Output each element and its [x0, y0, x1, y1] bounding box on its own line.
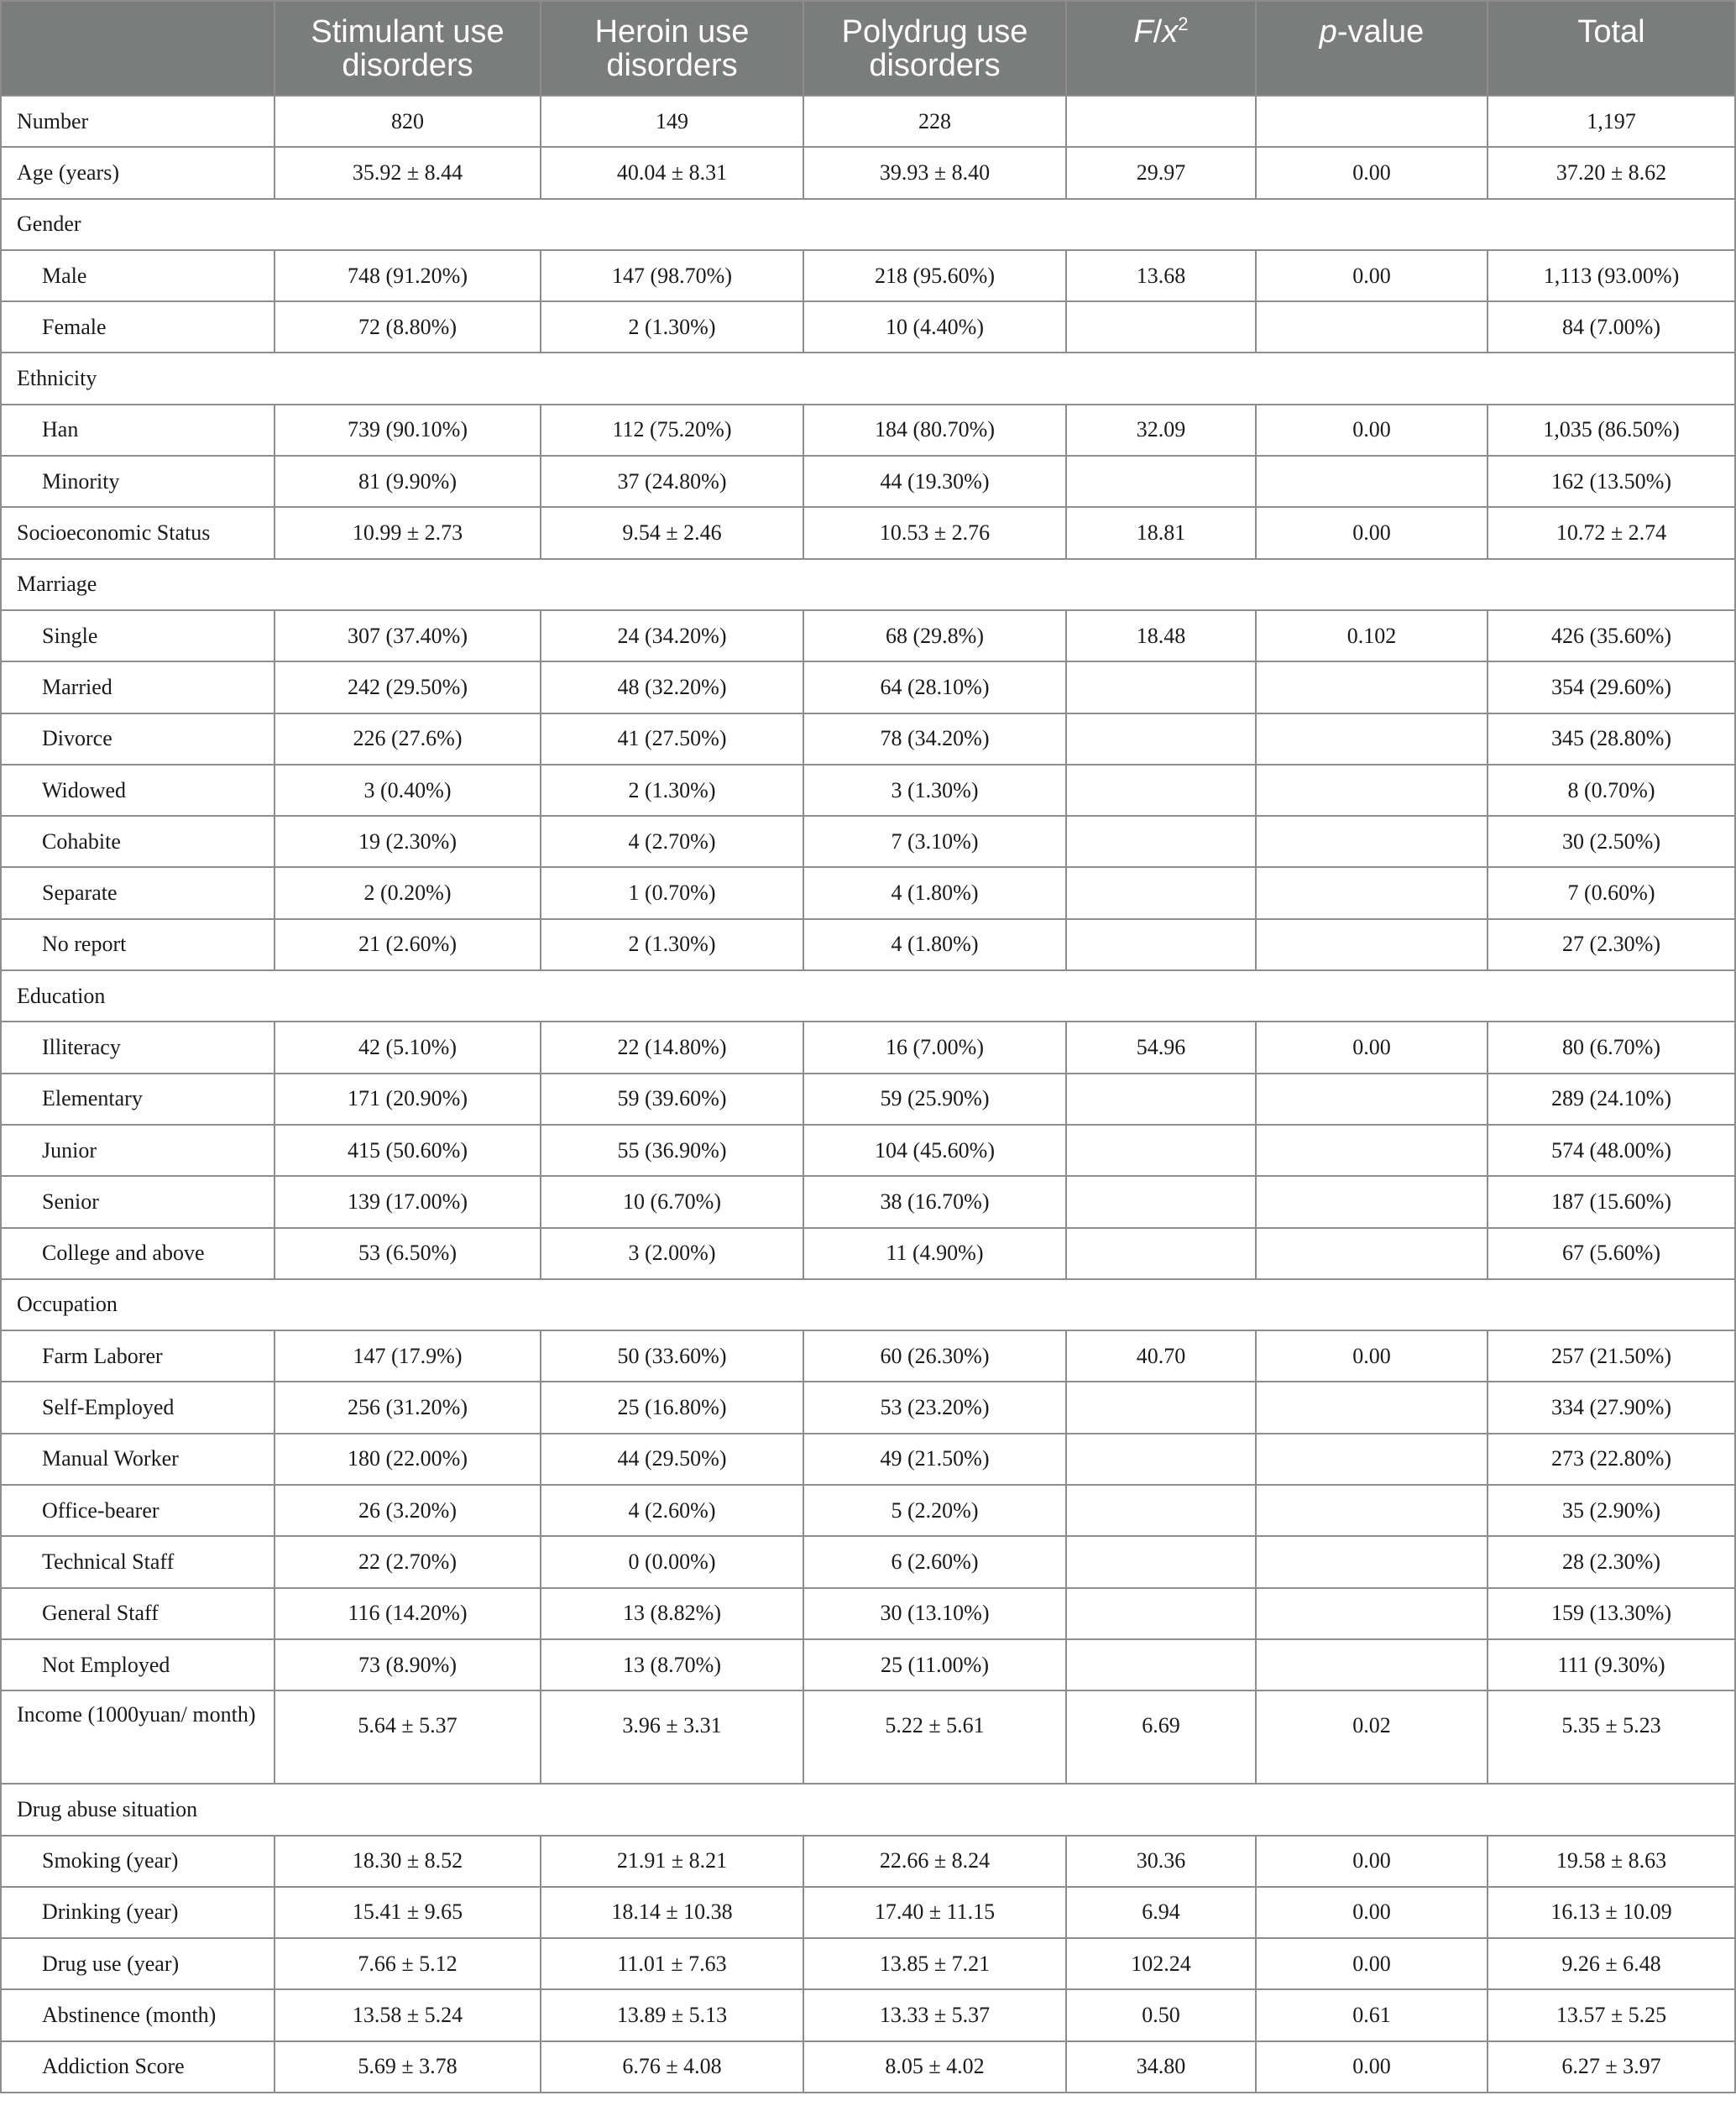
cell-stimulant: 73 (8.90%)	[275, 1639, 541, 1690]
cell-stimulant: 820	[275, 96, 541, 147]
cell-stimulant: 26 (3.20%)	[275, 1485, 541, 1536]
row-label: Technical Staff	[1, 1536, 275, 1587]
cell-polydrug: 39.93 ± 8.40	[803, 147, 1066, 198]
cell-polydrug: 17.40 ± 11.15	[803, 1887, 1066, 1938]
cell-f-statistic	[1066, 1228, 1256, 1279]
section-row	[1, 353, 1735, 404]
cell-f-statistic	[1066, 1434, 1256, 1485]
cell-p-value	[1256, 661, 1488, 713]
cell-heroin: 2 (1.30%)	[541, 919, 803, 970]
cell-f-statistic: 29.97	[1066, 147, 1256, 198]
cell-p-value: 0.00	[1256, 147, 1488, 198]
cell-f-statistic	[1066, 661, 1256, 713]
table-row	[1, 1639, 1735, 1690]
cell-polydrug: 49 (21.50%)	[803, 1434, 1066, 1485]
cell-total: 5.35 ± 5.23	[1488, 1690, 1735, 1784]
cell-polydrug: 10 (4.40%)	[803, 301, 1066, 353]
cell-stimulant: 739 (90.10%)	[275, 405, 541, 456]
cell-f-statistic	[1066, 1639, 1256, 1690]
cell-total: 354 (29.60%)	[1488, 661, 1735, 713]
cell-stimulant: 53 (6.50%)	[275, 1228, 541, 1279]
cell-f-statistic: 40.70	[1066, 1330, 1256, 1382]
cell-polydrug: 7 (3.10%)	[803, 816, 1066, 867]
row-label: Income (1000yuan/ month)	[1, 1690, 275, 1784]
cell-total: 1,113 (93.00%)	[1488, 250, 1735, 301]
cell-f-statistic	[1066, 1125, 1256, 1176]
cell-f-statistic	[1066, 1588, 1256, 1639]
cell-f-statistic	[1066, 867, 1256, 918]
cell-p-value: 0.00	[1256, 1330, 1488, 1382]
cell-f-statistic: 30.36	[1066, 1836, 1256, 1887]
cell-heroin: 149	[541, 96, 803, 147]
cell-p-value	[1256, 1434, 1488, 1485]
cell-heroin: 11.01 ± 7.63	[541, 1938, 803, 1989]
cell-heroin: 18.14 ± 10.38	[541, 1887, 803, 1938]
header-row	[1, 1, 1735, 96]
cell-heroin: 6.76 ± 4.08	[541, 2041, 803, 2093]
row-label: Han	[1, 405, 275, 456]
row-label: Socioeconomic Status	[1, 507, 275, 558]
table-row	[1, 250, 1735, 301]
cell-p-value: 0.00	[1256, 2041, 1488, 2093]
cell-total: 7 (0.60%)	[1488, 867, 1735, 918]
table-row	[1, 919, 1735, 970]
cell-polydrug: 53 (23.20%)	[803, 1382, 1066, 1433]
cell-heroin: 13 (8.70%)	[541, 1639, 803, 1690]
cell-stimulant: 5.64 ± 5.37	[275, 1690, 541, 1784]
cell-heroin: 9.54 ± 2.46	[541, 507, 803, 558]
header-stimulant: Stimulant use disorders	[275, 1, 541, 96]
cell-total: 30 (2.50%)	[1488, 816, 1735, 867]
cell-p-value	[1256, 1228, 1488, 1279]
row-label: Male	[1, 250, 275, 301]
cell-polydrug: 78 (34.20%)	[803, 713, 1066, 765]
cell-total: 8 (0.70%)	[1488, 765, 1735, 816]
row-label: Married	[1, 661, 275, 713]
table-row	[1, 1022, 1735, 1073]
cell-total: 345 (28.80%)	[1488, 713, 1735, 765]
cell-f-statistic: 102.24	[1066, 1938, 1256, 1989]
cell-stimulant: 72 (8.80%)	[275, 301, 541, 353]
cell-total: 28 (2.30%)	[1488, 1536, 1735, 1587]
cell-total: 37.20 ± 8.62	[1488, 147, 1735, 198]
cell-heroin: 3.96 ± 3.31	[541, 1690, 803, 1784]
cell-polydrug: 64 (28.10%)	[803, 661, 1066, 713]
cell-polydrug: 228	[803, 96, 1066, 147]
row-label: Number	[1, 96, 275, 147]
cell-heroin: 21.91 ± 8.21	[541, 1836, 803, 1887]
cell-p-value: 0.00	[1256, 1938, 1488, 1989]
cell-total: 111 (9.30%)	[1488, 1639, 1735, 1690]
cell-stimulant: 415 (50.60%)	[275, 1125, 541, 1176]
cell-polydrug: 38 (16.70%)	[803, 1176, 1066, 1227]
cell-f-statistic: 0.50	[1066, 1989, 1256, 2040]
cell-heroin: 112 (75.20%)	[541, 405, 803, 456]
cell-total: 257 (21.50%)	[1488, 1330, 1735, 1382]
cell-polydrug: 10.53 ± 2.76	[803, 507, 1066, 558]
cell-total: 80 (6.70%)	[1488, 1022, 1735, 1073]
cell-heroin: 24 (34.20%)	[541, 610, 803, 661]
cell-total: 67 (5.60%)	[1488, 1228, 1735, 1279]
header-f-statistic: $F/x^2$	[1066, 1, 1256, 96]
section-label: Marriage	[1, 559, 1735, 610]
cell-f-statistic	[1066, 1074, 1256, 1125]
table-row	[1, 1938, 1735, 1989]
cell-p-value: 0.02	[1256, 1690, 1488, 1784]
cell-heroin: 13 (8.82%)	[541, 1588, 803, 1639]
cell-heroin: 40.04 ± 8.31	[541, 147, 803, 198]
cell-total: 162 (13.50%)	[1488, 456, 1735, 507]
cell-heroin: 55 (36.90%)	[541, 1125, 803, 1176]
cell-heroin: 4 (2.70%)	[541, 816, 803, 867]
cell-polydrug: 13.33 ± 5.37	[803, 1989, 1066, 2040]
cell-total: 9.26 ± 6.48	[1488, 1938, 1735, 1989]
cell-heroin: 1 (0.70%)	[541, 867, 803, 918]
cell-p-value	[1256, 1536, 1488, 1587]
cell-total: 159 (13.30%)	[1488, 1588, 1735, 1639]
cell-f-statistic: 18.81	[1066, 507, 1256, 558]
table-row	[1, 765, 1735, 816]
cell-heroin: 2 (1.30%)	[541, 301, 803, 353]
table-row	[1, 507, 1735, 558]
cell-heroin: 4 (2.60%)	[541, 1485, 803, 1536]
cell-stimulant: 2 (0.20%)	[275, 867, 541, 918]
cell-polydrug: 68 (29.8%)	[803, 610, 1066, 661]
cell-total: 1,035 (86.50%)	[1488, 405, 1735, 456]
cell-polydrug: 8.05 ± 4.02	[803, 2041, 1066, 2093]
table-row	[1, 1125, 1735, 1176]
table-row	[1, 1176, 1735, 1227]
cell-stimulant: 7.66 ± 5.12	[275, 1938, 541, 1989]
header-blank	[1, 1, 275, 96]
cell-p-value: 0.61	[1256, 1989, 1488, 2040]
cell-p-value	[1256, 301, 1488, 353]
table-row	[1, 1690, 1735, 1784]
cell-f-statistic: 32.09	[1066, 405, 1256, 456]
row-label: Separate	[1, 867, 275, 918]
row-label: No report	[1, 919, 275, 970]
cell-stimulant: 21 (2.60%)	[275, 919, 541, 970]
cell-p-value: 0.00	[1256, 1022, 1488, 1073]
cell-stimulant: 10.99 ± 2.73	[275, 507, 541, 558]
section-row	[1, 970, 1735, 1022]
row-label: College and above	[1, 1228, 275, 1279]
cell-heroin: 13.89 ± 5.13	[541, 1989, 803, 2040]
table-row	[1, 1989, 1735, 2040]
cell-stimulant: 19 (2.30%)	[275, 816, 541, 867]
cell-f-statistic	[1066, 713, 1256, 765]
cell-stimulant: 15.41 ± 9.65	[275, 1887, 541, 1938]
cell-f-statistic	[1066, 1176, 1256, 1227]
cell-p-value	[1256, 867, 1488, 918]
cell-p-value	[1256, 1639, 1488, 1690]
row-label: General Staff	[1, 1588, 275, 1639]
table-row	[1, 301, 1735, 353]
row-label: Self-Employed	[1, 1382, 275, 1433]
cell-f-statistic	[1066, 765, 1256, 816]
table-row	[1, 405, 1735, 456]
cell-stimulant: 242 (29.50%)	[275, 661, 541, 713]
table-row	[1, 147, 1735, 198]
header-polydrug: Polydrug use disorders	[803, 1, 1066, 96]
cell-stimulant: 13.58 ± 5.24	[275, 1989, 541, 2040]
cell-total: 273 (22.80%)	[1488, 1434, 1735, 1485]
table-row	[1, 1836, 1735, 1887]
cell-f-statistic: 34.80	[1066, 2041, 1256, 2093]
table-row	[1, 713, 1735, 765]
cell-total: 27 (2.30%)	[1488, 919, 1735, 970]
row-label: Not Employed	[1, 1639, 275, 1690]
cell-p-value: 0.102	[1256, 610, 1488, 661]
cell-total: 35 (2.90%)	[1488, 1485, 1735, 1536]
table-row	[1, 610, 1735, 661]
cell-stimulant: 22 (2.70%)	[275, 1536, 541, 1587]
cell-heroin: 25 (16.80%)	[541, 1382, 803, 1433]
cell-heroin: 41 (27.50%)	[541, 713, 803, 765]
cell-total: 187 (15.60%)	[1488, 1176, 1735, 1227]
table-row	[1, 1485, 1735, 1536]
cell-p-value	[1256, 1074, 1488, 1125]
cell-stimulant: 147 (17.9%)	[275, 1330, 541, 1382]
row-label: Widowed	[1, 765, 275, 816]
cell-f-statistic	[1066, 919, 1256, 970]
row-label: Manual Worker	[1, 1434, 275, 1485]
cell-total: 289 (24.10%)	[1488, 1074, 1735, 1125]
cell-f-statistic: 6.94	[1066, 1887, 1256, 1938]
cell-heroin: 2 (1.30%)	[541, 765, 803, 816]
cell-heroin: 44 (29.50%)	[541, 1434, 803, 1485]
row-label: Female	[1, 301, 275, 353]
cell-f-statistic	[1066, 301, 1256, 353]
cell-p-value	[1256, 765, 1488, 816]
cell-stimulant: 42 (5.10%)	[275, 1022, 541, 1073]
cell-total: 13.57 ± 5.25	[1488, 1989, 1735, 2040]
cell-stimulant: 18.30 ± 8.52	[275, 1836, 541, 1887]
section-label: Ethnicity	[1, 353, 1735, 404]
section-row	[1, 199, 1735, 250]
cell-stimulant: 5.69 ± 3.78	[275, 2041, 541, 2093]
table-row	[1, 1588, 1735, 1639]
cell-stimulant: 307 (37.40%)	[275, 610, 541, 661]
cell-total: 426 (35.60%)	[1488, 610, 1735, 661]
row-label: Junior	[1, 1125, 275, 1176]
table-row	[1, 816, 1735, 867]
section-row	[1, 1279, 1735, 1330]
section-label: Occupation	[1, 1279, 1735, 1330]
cell-stimulant: 35.92 ± 8.44	[275, 147, 541, 198]
cell-total: 574 (48.00%)	[1488, 1125, 1735, 1176]
cell-total: 1,197	[1488, 96, 1735, 147]
cell-p-value	[1256, 1176, 1488, 1227]
table-row	[1, 867, 1735, 918]
row-label: Addiction Score	[1, 2041, 275, 2093]
cell-polydrug: 4 (1.80%)	[803, 919, 1066, 970]
cell-heroin: 37 (24.80%)	[541, 456, 803, 507]
cell-heroin: 59 (39.60%)	[541, 1074, 803, 1125]
row-label: Illiteracy	[1, 1022, 275, 1073]
row-label: Farm Laborer	[1, 1330, 275, 1382]
cell-total: 6.27 ± 3.97	[1488, 2041, 1735, 2093]
cell-polydrug: 104 (45.60%)	[803, 1125, 1066, 1176]
cell-f-statistic	[1066, 456, 1256, 507]
cell-polydrug: 44 (19.30%)	[803, 456, 1066, 507]
row-label: Elementary	[1, 1074, 275, 1125]
cell-p-value: 0.00	[1256, 1836, 1488, 1887]
cell-polydrug: 59 (25.90%)	[803, 1074, 1066, 1125]
cell-stimulant: 226 (27.6%)	[275, 713, 541, 765]
section-label: Drug abuse situation	[1, 1784, 1735, 1835]
cell-total: 16.13 ± 10.09	[1488, 1887, 1735, 1938]
table-row	[1, 1536, 1735, 1587]
cell-stimulant: 3 (0.40%)	[275, 765, 541, 816]
cell-p-value: 0.00	[1256, 507, 1488, 558]
cell-f-statistic	[1066, 1382, 1256, 1433]
cell-stimulant: 256 (31.20%)	[275, 1382, 541, 1433]
cell-p-value	[1256, 1125, 1488, 1176]
table-row	[1, 1074, 1735, 1125]
cell-polydrug: 4 (1.80%)	[803, 867, 1066, 918]
cell-polydrug: 11 (4.90%)	[803, 1228, 1066, 1279]
table-row	[1, 1382, 1735, 1433]
cell-f-statistic	[1066, 1485, 1256, 1536]
section-label: Education	[1, 970, 1735, 1022]
cell-heroin: 48 (32.20%)	[541, 661, 803, 713]
row-label: Single	[1, 610, 275, 661]
cell-polydrug: 13.85 ± 7.21	[803, 1938, 1066, 1989]
table-row	[1, 96, 1735, 147]
cell-p-value: 0.00	[1256, 250, 1488, 301]
cell-polydrug: 6 (2.60%)	[803, 1536, 1066, 1587]
cell-total: 19.58 ± 8.63	[1488, 1836, 1735, 1887]
cell-stimulant: 81 (9.90%)	[275, 456, 541, 507]
header-heroin: Heroin use disorders	[541, 1, 803, 96]
cell-stimulant: 116 (14.20%)	[275, 1588, 541, 1639]
cell-p-value	[1256, 919, 1488, 970]
cell-p-value: 0.00	[1256, 405, 1488, 456]
cell-polydrug: 3 (1.30%)	[803, 765, 1066, 816]
section-label: Gender	[1, 199, 1735, 250]
row-label: Office-bearer	[1, 1485, 275, 1536]
header-total: Total	[1488, 1, 1735, 96]
cell-polydrug: 5.22 ± 5.61	[803, 1690, 1066, 1784]
cell-p-value	[1256, 96, 1488, 147]
section-row	[1, 1784, 1735, 1835]
table-row	[1, 456, 1735, 507]
table-row	[1, 1434, 1735, 1485]
row-label: Drug use (year)	[1, 1938, 275, 1989]
cell-stimulant: 748 (91.20%)	[275, 250, 541, 301]
cell-f-statistic: 18.48	[1066, 610, 1256, 661]
cell-polydrug: 218 (95.60%)	[803, 250, 1066, 301]
cell-heroin: 22 (14.80%)	[541, 1022, 803, 1073]
section-row	[1, 559, 1735, 610]
cell-p-value	[1256, 1588, 1488, 1639]
cell-p-value	[1256, 816, 1488, 867]
cell-p-value: 0.00	[1256, 1887, 1488, 1938]
cell-stimulant: 171 (20.90%)	[275, 1074, 541, 1125]
cell-f-statistic: 6.69	[1066, 1690, 1256, 1784]
cell-f-statistic	[1066, 96, 1256, 147]
cell-polydrug: 30 (13.10%)	[803, 1588, 1066, 1639]
table-row	[1, 1887, 1735, 1938]
cell-heroin: 50 (33.60%)	[541, 1330, 803, 1382]
cell-heroin: 147 (98.70%)	[541, 250, 803, 301]
row-label: Smoking (year)	[1, 1836, 275, 1887]
cell-stimulant: 180 (22.00%)	[275, 1434, 541, 1485]
cell-p-value	[1256, 1382, 1488, 1433]
cell-polydrug: 25 (11.00%)	[803, 1639, 1066, 1690]
cell-polydrug: 184 (80.70%)	[803, 405, 1066, 456]
cell-p-value	[1256, 713, 1488, 765]
row-label: Divorce	[1, 713, 275, 765]
cell-polydrug: 5 (2.20%)	[803, 1485, 1066, 1536]
row-label: Age (years)	[1, 147, 275, 198]
table-row	[1, 661, 1735, 713]
cell-f-statistic	[1066, 1536, 1256, 1587]
cell-heroin: 3 (2.00%)	[541, 1228, 803, 1279]
cell-total: 334 (27.90%)	[1488, 1382, 1735, 1433]
table-row	[1, 2041, 1735, 2093]
header-p-value: p-value	[1256, 1, 1488, 96]
table-row	[1, 1330, 1735, 1382]
cell-total: 84 (7.00%)	[1488, 301, 1735, 353]
cell-heroin: 10 (6.70%)	[541, 1176, 803, 1227]
cell-total: 10.72 ± 2.74	[1488, 507, 1735, 558]
row-label: Minority	[1, 456, 275, 507]
row-label: Cohabite	[1, 816, 275, 867]
table-row	[1, 1228, 1735, 1279]
cell-polydrug: 16 (7.00%)	[803, 1022, 1066, 1073]
cell-polydrug: 22.66 ± 8.24	[803, 1836, 1066, 1887]
cell-polydrug: 60 (26.30%)	[803, 1330, 1066, 1382]
cell-p-value	[1256, 1485, 1488, 1536]
cell-stimulant: 139 (17.00%)	[275, 1176, 541, 1227]
cell-f-statistic: 13.68	[1066, 250, 1256, 301]
cell-f-statistic	[1066, 816, 1256, 867]
cell-p-value	[1256, 456, 1488, 507]
cell-f-statistic: 54.96	[1066, 1022, 1256, 1073]
row-label: Abstinence (month)	[1, 1989, 275, 2040]
row-label: Senior	[1, 1176, 275, 1227]
cell-heroin: 0 (0.00%)	[541, 1536, 803, 1587]
row-label: Drinking (year)	[1, 1887, 275, 1938]
